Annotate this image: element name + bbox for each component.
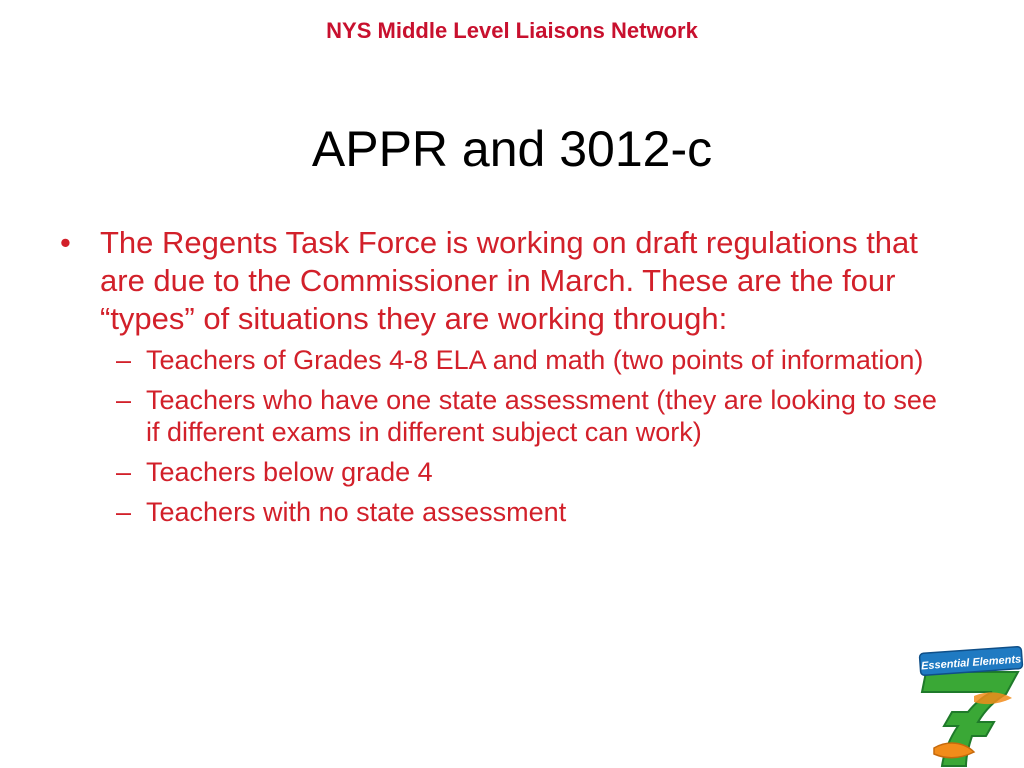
sub-bullet-text: Teachers below grade 4	[146, 457, 433, 487]
dash-marker: –	[116, 385, 132, 415]
dash-marker: –	[116, 345, 132, 375]
bullet-marker: •	[60, 225, 71, 260]
sub-bullet-item	[56, 456, 956, 488]
dash-marker: –	[116, 457, 132, 487]
logo-text: Essential Elements	[920, 653, 1022, 673]
main-bullet-text: The Regents Task Force is working on draft regulations that are due to the Commissioner in March. These are the four “types” of situations they are working through:	[100, 225, 918, 336]
sub-bullet-text: Teachers of Grades 4-8 ELA and math (two points of information)	[146, 345, 924, 375]
slide-content	[56, 224, 956, 536]
network-header: NYS Middle Level Liaisons Network	[326, 18, 698, 43]
sub-bullet-text: Teachers with no state assessment	[146, 497, 567, 527]
sub-bullet-list	[56, 344, 956, 528]
sub-bullet-item	[56, 384, 956, 448]
main-bullet	[56, 224, 956, 338]
sub-bullet-item	[56, 496, 956, 528]
sub-bullet-item	[56, 344, 956, 376]
sub-bullet-text: Teachers who have one state assessment (they are looking to see if different exams in different subject can work)	[146, 385, 937, 447]
slide-title: APPR and 3012-c	[311, 121, 713, 177]
essential-elements-logo	[914, 636, 1024, 768]
dash-marker: –	[116, 497, 132, 527]
